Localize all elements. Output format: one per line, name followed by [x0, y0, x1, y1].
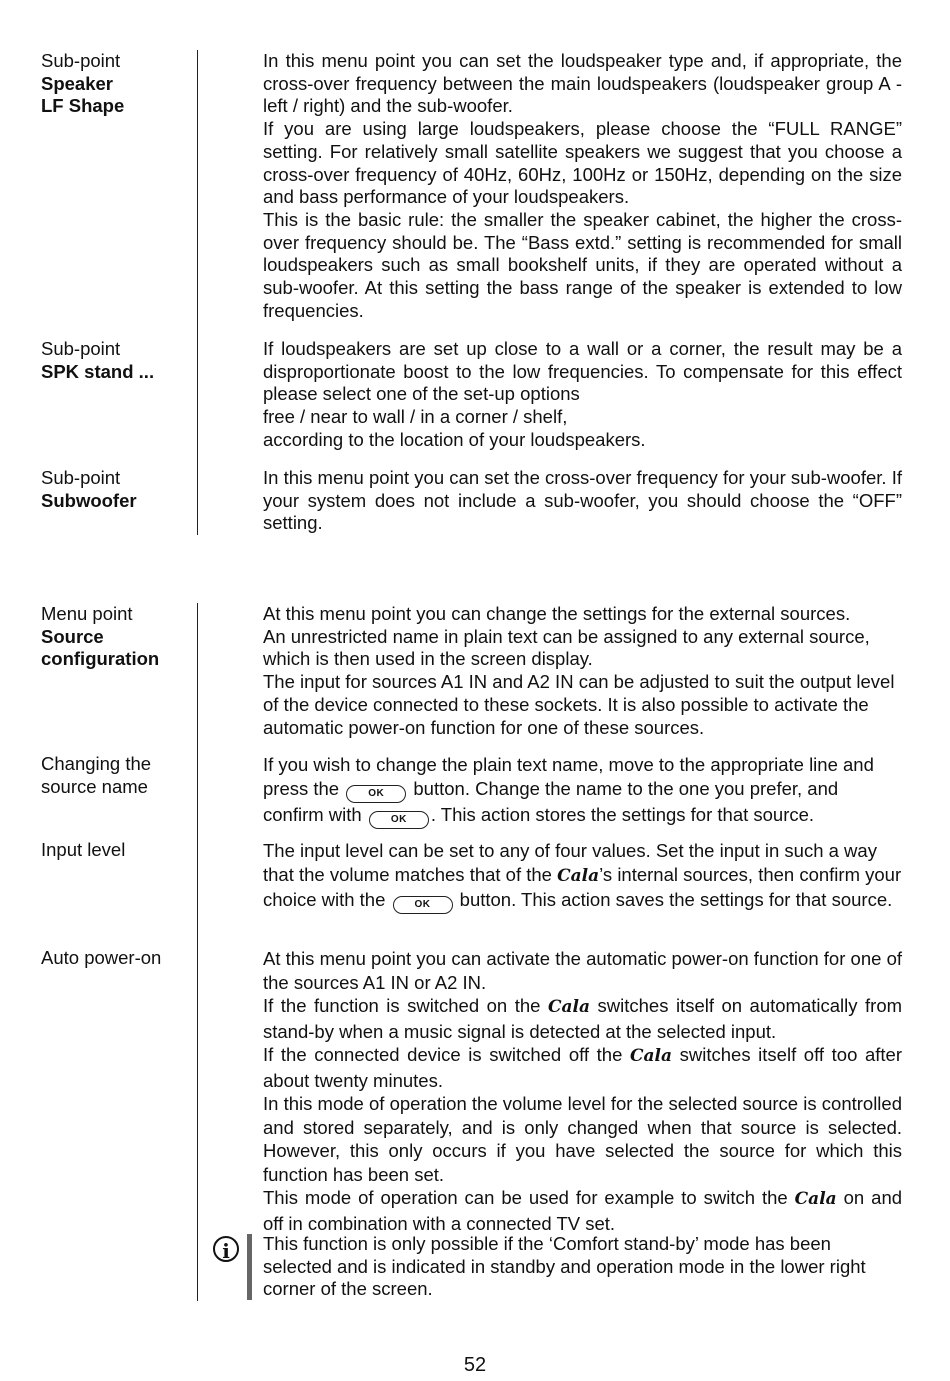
subpoint-caption: Sub-point — [41, 467, 121, 488]
label-speaker: Speaker — [41, 72, 113, 94]
input-level-text — [263, 839, 902, 914]
text-run: switches itself on automatically from stand-by when a music signal is detected at the selected input. — [263, 995, 903, 1042]
info-icon: i — [213, 1236, 239, 1262]
text-run: on and off in combination with a connected TV set. — [263, 1187, 903, 1234]
paragraph: In this mode of operation the volume level for the selected source is controlled and stored separately, and is only changed when that source is selected. However, this only occurs if you have selected the source for which this function has been set. — [263, 1093, 902, 1185]
paragraph: free / near to wall / in a corner / shelf, — [263, 406, 568, 428]
spk-stand-label — [41, 338, 191, 383]
label-lf-shape: LF Shape — [41, 95, 125, 117]
subpoint-caption: Sub-point — [41, 50, 121, 71]
text-run: If the connected device is switched off the — [263, 1044, 623, 1065]
spk-stand-text — [263, 338, 902, 452]
paragraph: If you are using large loudspeakers, please choose the “FULL RANGE” setting. For relatively small satellite speakers we suggest that you choose a cross-over frequency of 40Hz, 60Hz, 100Hz or 150Hz, depending on the size and bass performance of your loudspeakers. — [263, 118, 902, 208]
paragraph — [263, 1043, 902, 1092]
source-config-label — [41, 603, 191, 671]
source-name-label — [41, 753, 191, 798]
paragraph — [263, 1186, 902, 1235]
lf-shape-text — [263, 50, 902, 322]
subwoofer-text — [263, 467, 902, 535]
text-run: . This action stores the settings for that source. — [430, 803, 815, 825]
text-run: button. This action saves the settings for that source. — [459, 889, 893, 910]
text-run: If you wish to change the plain text name, move to the appropriate line and press the — [263, 754, 874, 799]
text-run: switches itself off too after about twenty minutes. — [263, 1044, 902, 1091]
paragraph: In this menu point you can set the cross-over frequency for your sub-woofer. If your system does not include a sub-woofer, you should choose the “OFF” setting. — [263, 467, 902, 534]
lf-shape-label — [41, 50, 191, 118]
paragraph: This function is only possible if the ‘Comfort stand-by’ mode has been selected and is indicated in standby and operation mode in the lower right corner of the screen. — [263, 1233, 866, 1300]
source-config-text — [263, 603, 902, 739]
ok-button-icon: OK — [346, 785, 406, 803]
text-run: If the function is switched on the — [263, 995, 541, 1016]
info-note-text — [263, 1233, 902, 1301]
paragraph: At this menu point you can activate the automatic power-on function for one of the sources A1 IN or A2 IN. — [263, 948, 902, 993]
paragraph: An unrestricted name in plain text can be assigned to any external source, which is then used in the screen display. — [263, 625, 870, 670]
label-line: source name — [41, 775, 148, 797]
page-number: 52 — [463, 1354, 487, 1376]
brand-logo: Cala — [547, 997, 590, 1017]
paragraph: If loudspeakers are set up close to a wall or a corner, the result may be a disproportionate boost to the low frequencies. To compensate for this effect please select one of the set-up options — [263, 338, 902, 405]
text-run: This mode of operation can be used for example to switch the — [263, 1187, 788, 1208]
text-run: The input level can be set to any of four values. Set the input in such a way that the volume matches that of the — [263, 840, 877, 885]
brand-logo: Cala — [794, 1189, 837, 1209]
brand-logo: Cala — [557, 865, 600, 886]
subwoofer-label — [41, 467, 191, 512]
auto-power-label: Auto power-on — [41, 947, 162, 968]
label-configuration: configuration — [41, 648, 160, 670]
auto-power-text — [263, 947, 902, 1235]
label-line: Changing the — [41, 753, 152, 774]
paragraph — [263, 994, 902, 1043]
paragraph: At this menu point you can change the settings for the external sources. — [263, 603, 851, 624]
ok-button-icon: OK — [393, 896, 453, 914]
note-bar — [247, 1234, 252, 1300]
paragraph: according to the location of your loudspeakers. — [263, 428, 646, 450]
section2-divider — [197, 603, 198, 1301]
text-run: button. Change the name to the one you prefer, and confirm with — [263, 777, 839, 825]
menupoint-caption: Menu point — [41, 603, 133, 624]
paragraph: The input for sources A1 IN and A2 IN can be adjusted to suit the output level of the device connected to these sockets. It is also possible to activate the automatic power-on function for one of these sources. — [263, 671, 895, 738]
label-source: Source — [41, 625, 104, 647]
label-spk-stand: SPK stand ... — [41, 360, 155, 382]
brand-logo: Cala — [629, 1046, 673, 1066]
section1-divider — [197, 50, 198, 535]
text-run: ’s internal sources, then confirm your choice with the — [263, 863, 902, 910]
source-name-text — [263, 753, 902, 829]
ok-button-icon: OK — [369, 811, 429, 829]
paragraph: This is the basic rule: the smaller the speaker cabinet, the higher the cross-over frequency should be. The “Bass extd.” setting is recommended for small loudspeakers such as small bookshelf units, if they are operated without a sub-woofer. At this setting the bass range of the speaker is extended to low frequencies. — [263, 208, 902, 321]
paragraph: In this menu point you can set the loudspeaker type and, if appropriate, the cross-over frequency between the main loudspeakers (loudspeaker group A - left / right) and the sub-woofer. — [263, 50, 902, 117]
input-level-label: Input level — [41, 839, 126, 860]
subpoint-caption: Sub-point — [41, 338, 121, 359]
label-subwoofer: Subwoofer — [41, 489, 137, 511]
